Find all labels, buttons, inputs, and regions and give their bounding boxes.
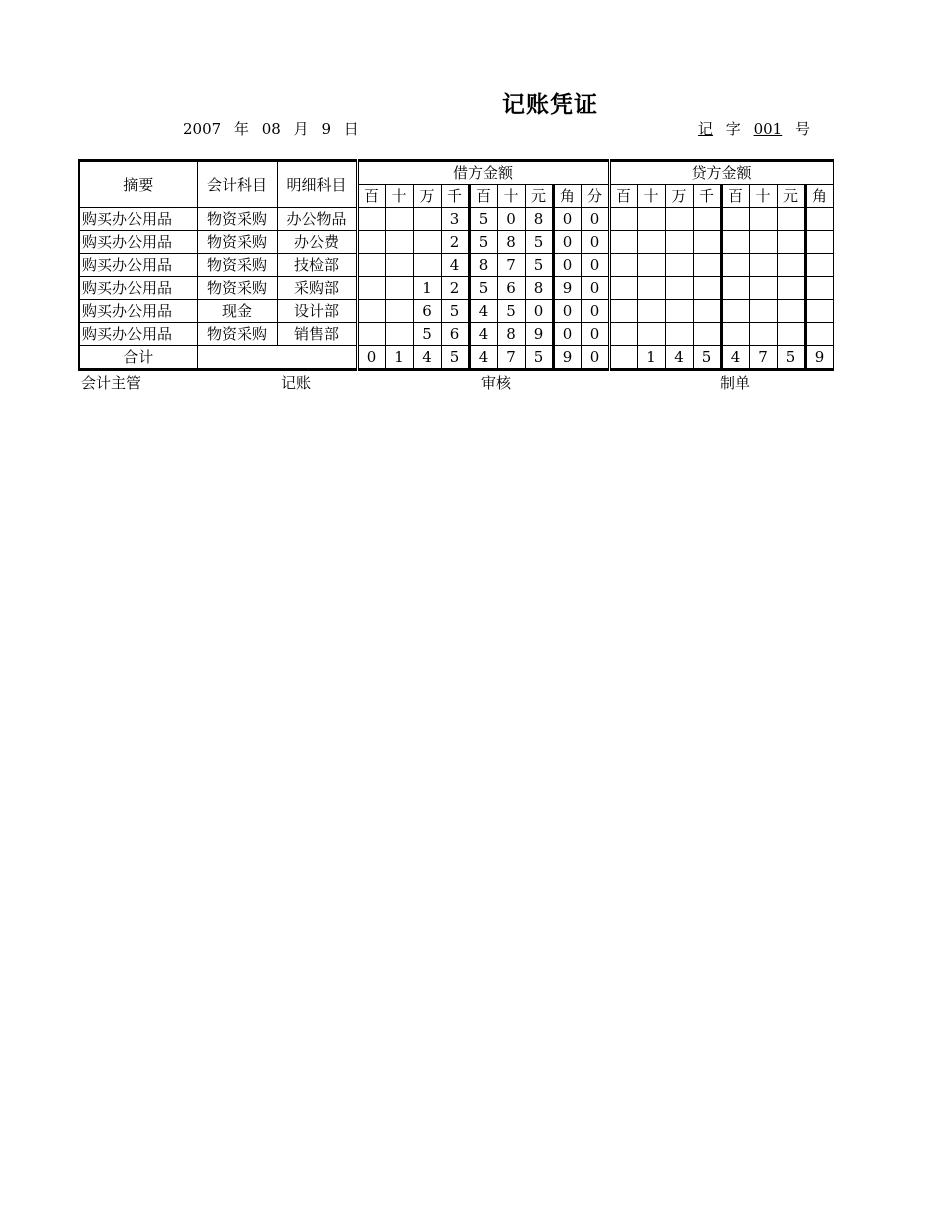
debit-digit-header: 百 (469, 185, 497, 208)
total-credit-digit: 1 (637, 346, 665, 370)
total-debit-digit: 0 (357, 346, 385, 370)
credit-digit-header: 百 (721, 185, 749, 208)
credit-digit-header: 千 (693, 185, 721, 208)
credit-digit-cell (749, 254, 777, 277)
debit-digit-cell: 6 (497, 277, 525, 300)
debit-digit-cell: 5 (525, 231, 553, 254)
table-row (79, 323, 833, 346)
credit-digit-cell (749, 300, 777, 323)
debit-digit-cell: 8 (469, 254, 497, 277)
entry-summary: 购买办公用品 (79, 254, 197, 277)
date-month: 08 (261, 120, 281, 138)
credit-digit-cell (665, 323, 693, 346)
credit-digit-cell (721, 231, 749, 254)
debit-digit-cell: 0 (553, 208, 581, 231)
debit-digit-header: 角 (553, 185, 581, 208)
total-debit-digit: 4 (469, 346, 497, 370)
total-credit-digit: 4 (665, 346, 693, 370)
credit-digit-header: 十 (749, 185, 777, 208)
debit-digit-cell: 0 (525, 300, 553, 323)
total-debit-digit: 7 (497, 346, 525, 370)
credit-digit-cell (693, 323, 721, 346)
credit-digit-header: 十 (637, 185, 665, 208)
credit-digit-cell (721, 277, 749, 300)
date-day: 9 (321, 120, 331, 138)
credit-digit-cell (637, 300, 665, 323)
credit-digit-cell (777, 323, 805, 346)
debit-digit-cell (385, 231, 413, 254)
table-row (79, 254, 833, 277)
debit-digit-cell: 5 (413, 323, 441, 346)
total-debit-digit: 0 (581, 346, 609, 370)
debit-digit-cell: 4 (469, 323, 497, 346)
debit-digit-cell: 9 (525, 323, 553, 346)
credit-digit-cell (693, 277, 721, 300)
debit-digit-cell: 0 (553, 231, 581, 254)
credit-digit-cell (805, 277, 833, 300)
voucher-date (183, 118, 367, 139)
debit-digit-cell: 0 (497, 208, 525, 231)
entry-account: 物资采购 (197, 231, 277, 254)
debit-digit-header: 元 (525, 185, 553, 208)
table-row (79, 231, 833, 254)
credit-digit-cell (609, 254, 637, 277)
credit-digit-cell (749, 277, 777, 300)
credit-digit-cell (665, 231, 693, 254)
total-credit-digit (609, 346, 637, 370)
entry-account: 物资采购 (197, 277, 277, 300)
table-row (79, 300, 833, 323)
debit-digit-cell: 4 (441, 254, 469, 277)
total-credit-digit: 7 (749, 346, 777, 370)
credit-digit-cell (665, 277, 693, 300)
debit-digit-cell: 0 (581, 323, 609, 346)
total-debit-digit: 1 (385, 346, 413, 370)
debit-digit-cell (385, 323, 413, 346)
entry-account: 物资采购 (197, 254, 277, 277)
debit-digit-cell: 0 (553, 254, 581, 277)
debit-digit-cell (357, 231, 385, 254)
credit-digit-cell (777, 254, 805, 277)
debit-digit-cell: 0 (553, 300, 581, 323)
total-credit-digit: 4 (721, 346, 749, 370)
debit-digit-cell: 0 (581, 231, 609, 254)
credit-digit-cell (805, 208, 833, 231)
voucher-serial: 001 (753, 120, 783, 138)
debit-digit-cell (413, 208, 441, 231)
total-label: 合计 (79, 346, 197, 370)
entry-account: 物资采购 (197, 323, 277, 346)
total-debit-digit: 4 (413, 346, 441, 370)
debit-digit-cell (357, 208, 385, 231)
debit-digit-cell: 5 (525, 254, 553, 277)
total-debit-digit: 5 (441, 346, 469, 370)
table-row (79, 208, 833, 231)
credit-digit-cell (637, 323, 665, 346)
credit-digit-cell (609, 277, 637, 300)
credit-digit-cell (609, 300, 637, 323)
credit-digit-cell (721, 254, 749, 277)
credit-digit-cell (693, 254, 721, 277)
voucher-number (694, 118, 814, 139)
debit-digit-cell: 8 (525, 208, 553, 231)
debit-digit-cell: 5 (469, 208, 497, 231)
credit-digit-cell (637, 231, 665, 254)
credit-digit-cell (637, 208, 665, 231)
total-debit-digit: 9 (553, 346, 581, 370)
debit-digit-cell: 5 (469, 231, 497, 254)
debit-digit-cell (385, 277, 413, 300)
debit-digit-cell (385, 254, 413, 277)
debit-digit-cell (413, 254, 441, 277)
header-row (79, 161, 833, 185)
entry-summary: 购买办公用品 (79, 300, 197, 323)
date-month-unit: 月 (293, 120, 309, 138)
credit-digit-cell (721, 208, 749, 231)
debit-digit-header: 十 (497, 185, 525, 208)
total-credit-digit: 5 (693, 346, 721, 370)
footer-preparer: 制单 (720, 374, 751, 392)
credit-digit-cell (665, 208, 693, 231)
debit-digit-cell: 0 (581, 254, 609, 277)
credit-digit-cell (777, 277, 805, 300)
debit-digit-header: 十 (385, 185, 413, 208)
credit-digit-cell (805, 254, 833, 277)
debit-digit-cell: 5 (441, 300, 469, 323)
date-year-unit: 年 (233, 120, 249, 138)
debit-digit-cell: 0 (553, 323, 581, 346)
total-credit-digit: 5 (777, 346, 805, 370)
voucher-serial-unit: 号 (795, 120, 811, 138)
debit-digit-cell (357, 277, 385, 300)
debit-digit-cell: 9 (553, 277, 581, 300)
credit-digit-cell (777, 300, 805, 323)
credit-digit-cell (749, 208, 777, 231)
debit-digit-cell: 7 (497, 254, 525, 277)
debit-digit-cell (357, 254, 385, 277)
debit-digit-cell: 3 (441, 208, 469, 231)
credit-digit-cell (749, 323, 777, 346)
debit-digit-cell: 1 (413, 277, 441, 300)
entry-detail: 办公物品 (277, 208, 357, 231)
debit-digit-cell: 6 (441, 323, 469, 346)
credit-digit-cell (693, 300, 721, 323)
debit-digit-header: 千 (441, 185, 469, 208)
debit-digit-header: 百 (357, 185, 385, 208)
debit-digit-cell: 6 (413, 300, 441, 323)
entry-account: 物资采购 (197, 208, 277, 231)
entry-detail: 设计部 (277, 300, 357, 323)
credit-digit-header: 元 (777, 185, 805, 208)
debit-digit-header: 分 (581, 185, 609, 208)
debit-digit-cell: 2 (441, 277, 469, 300)
credit-digit-header: 百 (609, 185, 637, 208)
debit-digit-cell (357, 323, 385, 346)
credit-digit-cell (749, 231, 777, 254)
entry-account: 现金 (197, 300, 277, 323)
debit-digit-cell (357, 300, 385, 323)
credit-digit-cell (721, 323, 749, 346)
debit-digit-cell: 8 (497, 231, 525, 254)
voucher-type-unit: 字 (725, 120, 741, 138)
debit-digit-cell: 0 (581, 208, 609, 231)
date-day-unit: 日 (343, 120, 359, 138)
entry-detail: 办公费 (277, 231, 357, 254)
debit-digit-cell: 0 (581, 300, 609, 323)
header-detail: 明细科目 (277, 161, 357, 208)
entry-summary: 购买办公用品 (79, 208, 197, 231)
credit-digit-cell (721, 300, 749, 323)
credit-digit-cell (609, 323, 637, 346)
credit-digit-cell (805, 323, 833, 346)
credit-digit-cell (805, 300, 833, 323)
credit-digit-cell (777, 208, 805, 231)
total-row (79, 346, 833, 370)
voucher-type: 记 (698, 120, 714, 138)
voucher-table (78, 159, 834, 371)
credit-digit-cell (637, 277, 665, 300)
debit-digit-cell: 4 (469, 300, 497, 323)
footer-auditor: 审核 (481, 374, 512, 392)
entry-summary: 购买办公用品 (79, 277, 197, 300)
credit-digit-cell (665, 254, 693, 277)
debit-digit-cell: 5 (469, 277, 497, 300)
total-credit-digit: 9 (805, 346, 833, 370)
table-row (79, 277, 833, 300)
debit-digit-cell: 8 (525, 277, 553, 300)
header-account: 会计科目 (197, 161, 277, 208)
credit-digit-cell (693, 231, 721, 254)
credit-digit-header: 角 (805, 185, 833, 208)
credit-digit-cell (805, 231, 833, 254)
debit-digit-cell: 5 (497, 300, 525, 323)
total-blank (197, 346, 357, 370)
debit-digit-cell: 2 (441, 231, 469, 254)
voucher-title: 记账凭证 (502, 92, 598, 118)
debit-digit-cell: 8 (497, 323, 525, 346)
entry-detail: 采购部 (277, 277, 357, 300)
header-credit: 贷方金额 (609, 161, 833, 185)
debit-digit-header: 万 (413, 185, 441, 208)
entry-detail: 技检部 (277, 254, 357, 277)
debit-digit-cell (413, 231, 441, 254)
date-year: 2007 (183, 120, 222, 138)
credit-digit-cell (637, 254, 665, 277)
header-summary: 摘要 (79, 161, 197, 208)
credit-digit-cell (609, 231, 637, 254)
total-debit-digit: 5 (525, 346, 553, 370)
credit-digit-cell (609, 208, 637, 231)
credit-digit-cell (665, 300, 693, 323)
header-debit: 借方金额 (357, 161, 609, 185)
credit-digit-cell (693, 208, 721, 231)
entry-summary: 购买办公用品 (79, 231, 197, 254)
debit-digit-cell (385, 300, 413, 323)
entry-summary: 购买办公用品 (79, 323, 197, 346)
entry-detail: 销售部 (277, 323, 357, 346)
footer-supervisor: 会计主管 (81, 374, 142, 392)
debit-digit-cell (385, 208, 413, 231)
credit-digit-cell (777, 231, 805, 254)
footer-bookkeeper: 记账 (281, 374, 312, 392)
credit-digit-header: 万 (665, 185, 693, 208)
debit-digit-cell: 0 (581, 277, 609, 300)
